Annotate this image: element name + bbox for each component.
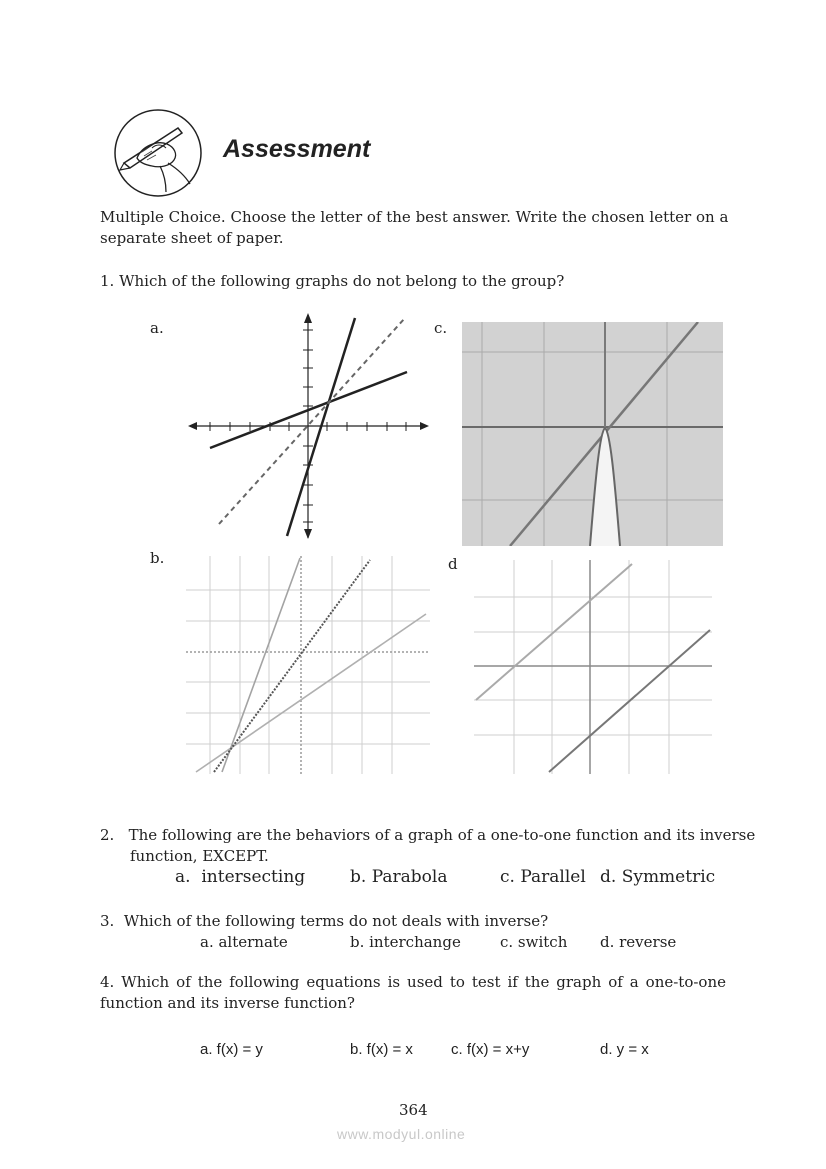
graph-b-label: b.: [150, 549, 165, 567]
question-3-text: 3. Which of the following terms do not deals with inverse?: [100, 912, 549, 930]
question-4-line-2: function and its inverse function?: [100, 994, 355, 1012]
question-2-line-2: function, EXCEPT.: [130, 847, 269, 865]
q3-option-d: d. reverse: [600, 933, 677, 951]
q4-option-c: c. f(x) = x+y: [451, 1041, 530, 1058]
page-number: 364: [399, 1101, 428, 1119]
graph-a-label: a.: [150, 319, 164, 337]
graph-a: [185, 310, 435, 540]
q3-option-a: a. alternate: [200, 933, 288, 951]
q4-option-a: a. f(x) = y: [200, 1041, 263, 1058]
q2-option-b: b. Parabola: [350, 867, 448, 887]
q2-option-d: d. Symmetric: [600, 867, 716, 887]
graph-c: [462, 322, 723, 546]
writing-hand-icon: [112, 108, 204, 198]
instructions-line-1: Multiple Choice. Choose the letter of the best answer. Write the chosen letter on a: [100, 208, 729, 226]
graph-d-label: d: [448, 555, 458, 573]
q3-option-c: c. switch: [500, 933, 568, 951]
q2-option-c: c. Parallel: [500, 867, 586, 887]
graph-c-label: c.: [434, 319, 448, 337]
q4-option-b: b. f(x) = x: [350, 1041, 413, 1058]
page-title: Assessment: [223, 135, 371, 163]
graph-d: [474, 560, 712, 774]
footer-watermark: www.modyul.online: [337, 1126, 466, 1142]
graph-b: [186, 556, 430, 774]
instructions-line-2: separate sheet of paper.: [100, 229, 284, 247]
question-4-line-1: 4. Which of the following equations is used to test if the graph of a one-to-one: [100, 973, 726, 991]
q2-option-a: a. intersecting: [175, 867, 306, 887]
question-1-text: 1. Which of the following graphs do not belong to the group?: [100, 272, 565, 290]
question-2-line-1: 2. The following are the behaviors of a graph of a one-to-one function and its inverse: [100, 826, 756, 844]
q4-option-d: d. y = x: [600, 1041, 649, 1058]
q3-option-b: b. interchange: [350, 933, 461, 951]
